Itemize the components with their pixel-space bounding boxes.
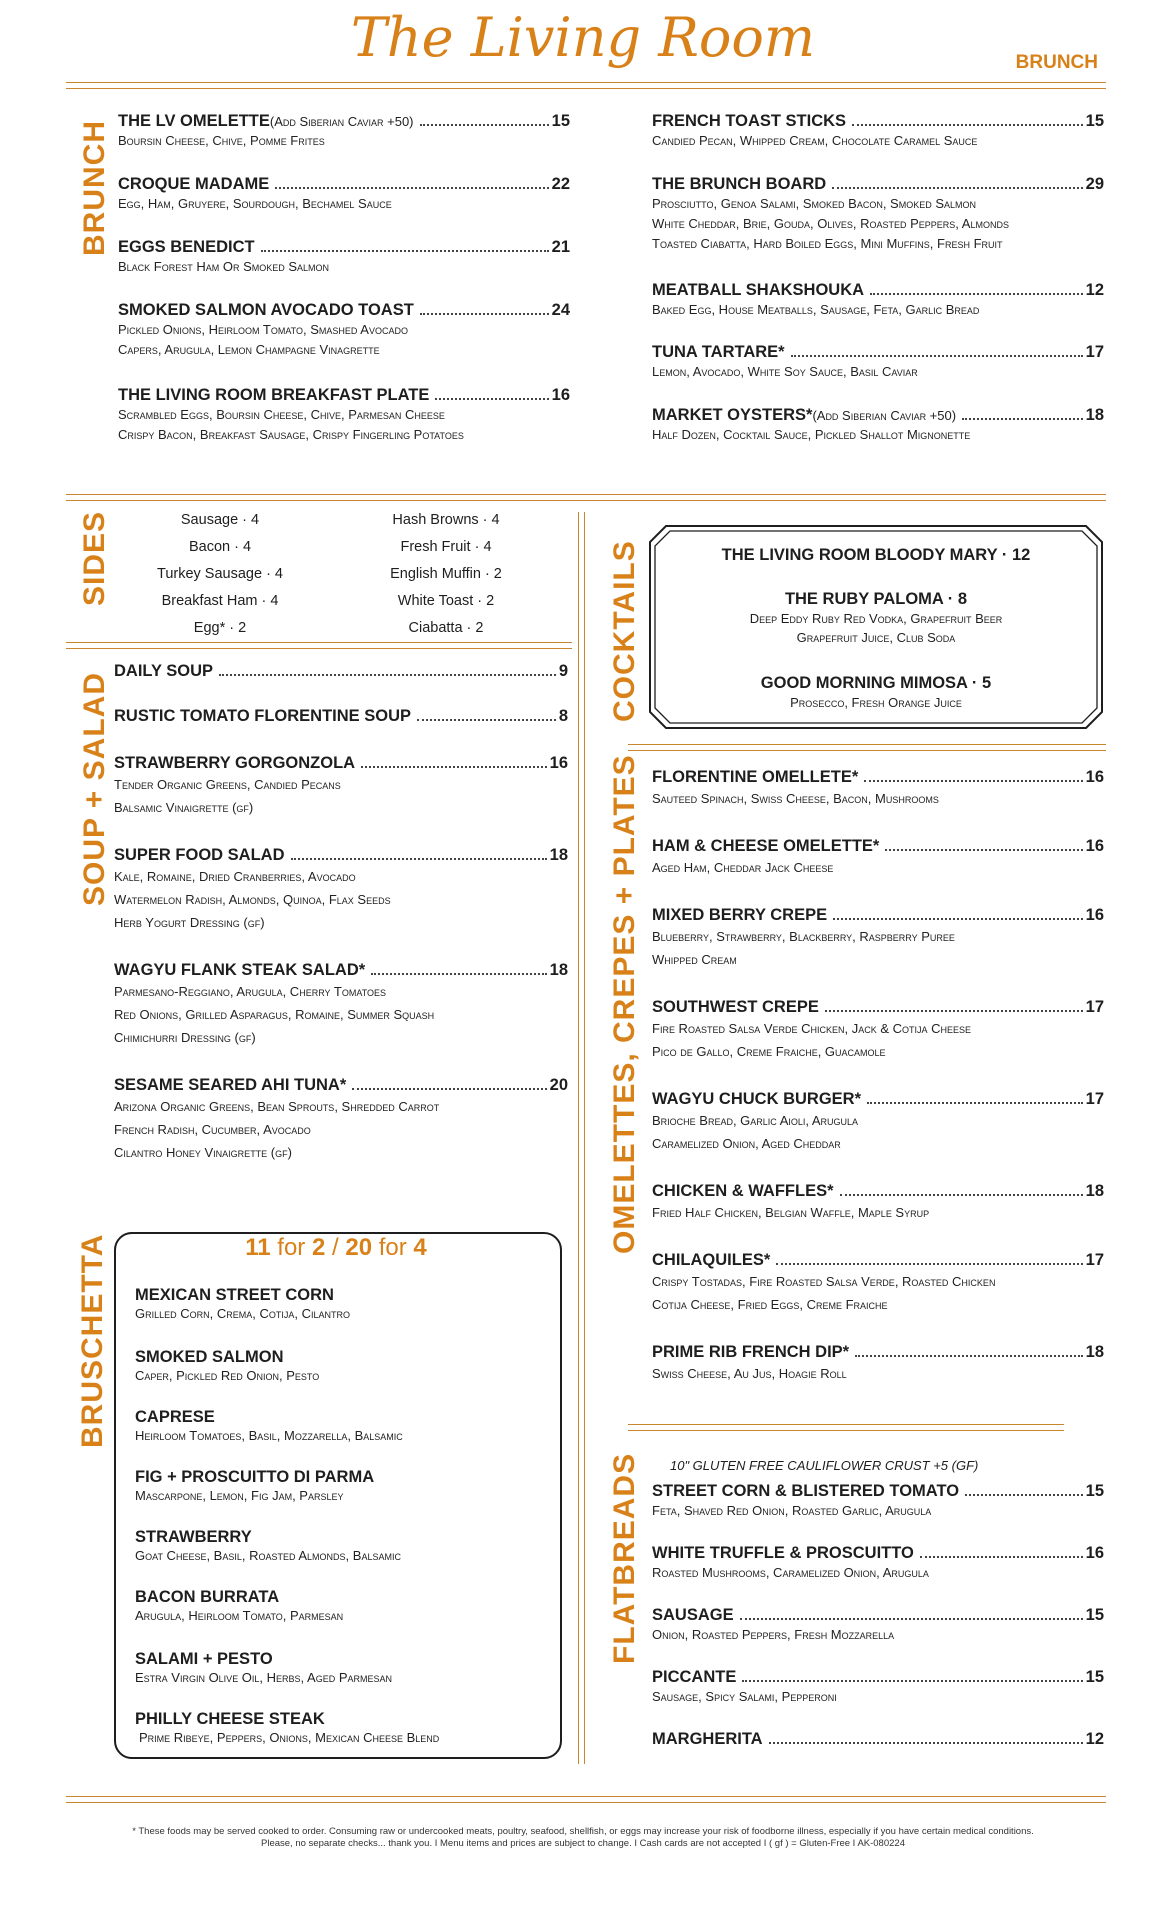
menu-item: FRENCH TOAST STICKS 15 Candied Pecan, Whipped Cream, Chocolate Caramel Sauce [652, 112, 1104, 148]
bruschetta-item: FIG + PROSCUITTO DI PARMA Mascarpone, Lemon, Fig Jam, Parsley [135, 1468, 375, 1503]
side-item: Ciabatta · 2 [408, 620, 484, 636]
bruschetta-item: CAPRESE Heirloom Tomatoes, Basil, Mozzarella, Balsamic [135, 1408, 403, 1443]
section-title-soup-salad: SOUP + SALAD [78, 672, 111, 906]
section-title-bruschetta: BRUSCHETTA [76, 1233, 109, 1448]
divider [66, 1796, 1106, 1803]
side-item: Egg* · 2 [193, 620, 247, 636]
menu-item: RUSTIC TOMATO FLORENTINE SOUP 8 [114, 707, 568, 725]
menu-item: THE LV OMELETTE (Add Siberian Caviar +50) 15 Boursin Cheese, Chive, Pomme Frites [118, 112, 570, 148]
side-item: Hash Browns · 4 [392, 512, 500, 528]
side-item: English Muffin · 2 [390, 566, 502, 582]
side-item: Turkey Sausage · 4 [157, 566, 283, 582]
sides-left-list [130, 507, 310, 642]
bruschetta-item: PHILLY CHEESE STEAK Prime Ribeye, Peppers, Onions, Mexican Cheese Blend [135, 1710, 440, 1745]
side-item: White Toast · 2 [397, 593, 495, 609]
sides-right-list [356, 507, 536, 642]
divider [628, 744, 1106, 751]
menu-item: CHICKEN & WAFFLES* 18 Fried Half Chicken, Belgian Waffle, Maple Syrup [652, 1182, 1104, 1220]
section-title-flatbreads: FLATBREADS [608, 1452, 641, 1664]
menu-item: SOUTHWEST CREPE 17 Fire Roasted Salsa Verde Chicken, Jack & Cotija Cheese Pico de Gallo, Creme Fraiche, Guacamole [652, 998, 1104, 1059]
side-item: Breakfast Ham · 4 [161, 593, 279, 609]
cocktail-item: THE RUBY PALOMA · 8 Deep Eddy Ruby Red Vodka, Grapefruit Beer Grapefruit Juice, Club Soda [749, 590, 1003, 645]
section-title-brunch: BRUNCH [78, 120, 111, 256]
side-item: Sausage · 4 [180, 512, 260, 528]
menu-item: TUNA TARTARE* 17 Lemon, Avocado, White Soy Sauce, Basil Caviar [652, 343, 1104, 379]
bruschetta-item: SALAMI + PESTO Estra Virgin Olive Oil, Herbs, Aged Parmesan [135, 1650, 393, 1685]
cocktail-item: THE LIVING ROOM BLOODY MARY · 12 [721, 546, 1031, 564]
divider [66, 642, 572, 649]
menu-item: THE LIVING ROOM BREAKFAST PLATE 16 Scrambled Eggs, Boursin Cheese, Chive, Parmesan Cheese Crispy Bacon, Breakfast Sausage, Crispy Fingerling Potatoes [118, 386, 570, 442]
menu-item: DAILY SOUP 9 [114, 662, 568, 680]
menu-item: WAGYU CHUCK BURGER* 17 Brioche Bread, Garlic Aioli, Arugula Caramelized Onion, Aged Cheddar [652, 1090, 1104, 1151]
gluten-free-note: 10" GLUTEN FREE CAULIFLOWER CRUST +5 (GF) [670, 1458, 979, 1473]
menu-item: MARKET OYSTERS* (Add Siberian Caviar +50) 18 Half Dozen, Cocktail Sauce, Pickled Shallot Mignonette [652, 406, 1104, 442]
menu-item: MEATBALL SHAKSHOUKA 12 Baked Egg, House Meatballs, Sausage, Feta, Garlic Bread [652, 281, 1104, 317]
menu-item: SESAME SEARED AHI TUNA* 20 Arizona Organic Greens, Bean Sprouts, Shredded Carrot French Radish, Cucumber, Avocado Cilantro Honey Vinaigrette (gf) [114, 1076, 568, 1160]
menu-item: CHILAQUILES* 17 Crispy Tostadas, Fire Roasted Salsa Verde, Roasted Chicken Cotija Cheese, Fried Eggs, Creme Fraiche [652, 1251, 1104, 1312]
logo: The Living Room [350, 6, 816, 69]
bruschetta-item: MEXICAN STREET CORN Grilled Corn, Crema, Cotija, Cilantro [135, 1286, 350, 1321]
bruschetta-item: SMOKED SALMON Caper, Pickled Red Onion, Pesto [135, 1348, 320, 1383]
menu-item: THE BRUNCH BOARD 29 Prosciutto, Genoa Salami, Smoked Bacon, Smoked Salmon White Cheddar, Brie, Gouda, Olives, Roasted Peppers, Almonds Toasted Ciabatta, Hard Boiled Eggs, Mini Muffins, Fresh Fruit [652, 175, 1104, 251]
divider [628, 1424, 1064, 1431]
menu-item: MARGHERITA 12 [652, 1730, 1104, 1748]
footer-line: * These foods may be served cooked to order. Consuming raw or undercooked meats, poultry, seafood, shellfish, or eggs may increase your risk of foodborne illness, especially if you have certain medical conditions. [132, 1826, 1034, 1837]
bruschetta-pricing: 11 for 2 / 20 for 4 [245, 1234, 427, 1261]
menu-item: STRAWBERRY GORGONZOLA 16 Tender Organic Greens, Candied Pecans Balsamic Vinaigrette (gf) [114, 754, 568, 815]
menu-item: HAM & CHEESE OMELETTE* 16 Aged Ham, Cheddar Jack Cheese [652, 837, 1104, 875]
divider [66, 82, 1106, 89]
menu-item: WHITE TRUFFLE & PROSCUITTO 16 Roasted Mushrooms, Caramelized Onion, Arugula [652, 1544, 1104, 1580]
cocktail-list [648, 524, 1104, 730]
menu-item: FLORENTINE OMELLETE* 16 Sauteed Spinach, Swiss Cheese, Bacon, Mushrooms [652, 768, 1104, 806]
menu-item: PRIME RIB FRENCH DIP* 18 Swiss Cheese, Au Jus, Hoagie Roll [652, 1343, 1104, 1381]
menu-tag: BRUNCH [1015, 52, 1098, 73]
menu-item: PICCANTE 15 Sausage, Spicy Salami, Pepperoni [652, 1668, 1104, 1704]
section-title-cocktails: COCKTAILS [608, 540, 641, 722]
divider [66, 494, 1106, 501]
menu-item: CROQUE MADAME 22 Egg, Ham, Gruyere, Sourdough, Bechamel Sauce [118, 175, 570, 211]
side-item: Bacon · 4 [188, 539, 252, 555]
side-item: Fresh Fruit · 4 [400, 539, 492, 555]
menu-item: MIXED BERRY CREPE 16 Blueberry, Strawberry, Blackberry, Raspberry Puree Whipped Cream [652, 906, 1104, 967]
section-title-plates: OMELETTES, CREPES + PLATES [608, 754, 641, 1254]
menu-item: SMOKED SALMON AVOCADO TOAST 24 Pickled Onions, Heirloom Tomato, Smashed Avocado Capers, Arugula, Lemon Champagne Vinagrette [118, 301, 570, 357]
menu-item: EGGS BENEDICT 21 Black Forest Ham Or Smoked Salmon [118, 238, 570, 274]
menu-item: STREET CORN & BLISTERED TOMATO 15 Feta, Shaved Red Onion, Roasted Garlic, Arugula [652, 1482, 1104, 1518]
footer-line: Please, no separate checks... thank you. I Menu items and prices are subject to change. I Cash cards are not accepted I ( gf ) = Gluten-Free I AK-080224 [261, 1838, 905, 1849]
menu-item: SUPER FOOD SALAD 18 Kale, Romaine, Dried Cranberries, Avocado Watermelon Radish, Almonds, Quinoa, Flax Seeds Herb Yogurt Dressing (gf) [114, 846, 568, 930]
menu-item: WAGYU FLANK STEAK SALAD* 18 Parmesano-Reggiano, Arugula, Cherry Tomatoes Red Onions, Grilled Asparagus, Romaine, Summer Squash Chimichurri Dressing (gf) [114, 961, 568, 1045]
footer-disclaimer [60, 1826, 1106, 1850]
bruschetta-item: STRAWBERRY Goat Cheese, Basil, Roasted Almonds, Balsamic [135, 1528, 401, 1563]
cocktail-item: GOOD MORNING MIMOSA · 5 Prosecco, Fresh Orange Juice [760, 674, 992, 710]
column-divider [578, 512, 585, 1764]
menu-item: SAUSAGE 15 Onion, Roasted Peppers, Fresh Mozzarella [652, 1606, 1104, 1642]
bruschetta-item: BACON BURRATA Arugula, Heirloom Tomato, Parmesan [135, 1588, 344, 1623]
section-title-sides: SIDES [78, 510, 111, 606]
